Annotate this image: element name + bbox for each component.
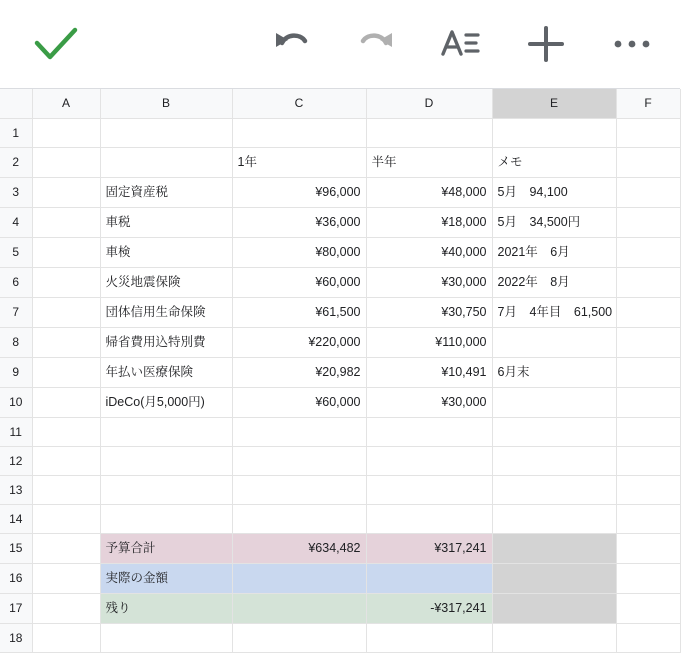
- row-header-8[interactable]: 8: [0, 327, 32, 357]
- row-header-1[interactable]: 1: [0, 118, 32, 147]
- cell-c6[interactable]: [232, 267, 366, 297]
- cell-e17[interactable]: [492, 593, 616, 623]
- cell-c8[interactable]: [232, 327, 366, 357]
- cell-b1[interactable]: [100, 118, 232, 147]
- more-horizontal-icon: [612, 37, 652, 51]
- column-header-d[interactable]: D: [366, 89, 492, 118]
- table-row: [0, 623, 680, 652]
- cell-f14[interactable]: [616, 504, 680, 533]
- table-row: [0, 533, 680, 563]
- cell-b15[interactable]: [100, 533, 232, 563]
- cell-a13[interactable]: [32, 475, 100, 504]
- cell-text: ¥18,000: [441, 214, 487, 229]
- cell-text: 車検: [105, 244, 131, 259]
- cell-text: ¥10,491: [441, 364, 487, 379]
- table-row: [0, 593, 680, 623]
- cell-b4[interactable]: [100, 207, 232, 237]
- undo-icon: [272, 27, 312, 61]
- cell-f10[interactable]: [616, 387, 680, 417]
- cell-text: ¥634,482: [308, 540, 361, 555]
- redo-icon: [356, 27, 396, 61]
- cell-b16[interactable]: [100, 563, 232, 593]
- cell-e13[interactable]: [492, 475, 616, 504]
- cell-text: ¥317,241: [434, 540, 487, 555]
- cell-b11[interactable]: [100, 417, 232, 446]
- column-header-e[interactable]: E: [492, 89, 616, 118]
- cell-f16[interactable]: [616, 563, 680, 593]
- cell-b6[interactable]: [100, 267, 232, 297]
- redo-button[interactable]: [348, 16, 404, 72]
- cell-e7[interactable]: [492, 297, 616, 327]
- cell-e8[interactable]: [492, 327, 616, 357]
- cell-f5[interactable]: [616, 237, 680, 267]
- cell-b14[interactable]: [100, 504, 232, 533]
- cell-c11[interactable]: [232, 417, 366, 446]
- cell-f17[interactable]: [616, 593, 680, 623]
- cell-b18[interactable]: [100, 623, 232, 652]
- cell-text: 団体信用生命保険: [105, 304, 206, 319]
- cell-a8[interactable]: [32, 327, 100, 357]
- cell-a12[interactable]: [32, 446, 100, 475]
- cell-a14[interactable]: [32, 504, 100, 533]
- cell-b13[interactable]: [100, 475, 232, 504]
- cell-c14[interactable]: [232, 504, 366, 533]
- row-header-13[interactable]: 13: [0, 475, 32, 504]
- cell-f18[interactable]: [616, 623, 680, 652]
- table-row: [0, 446, 680, 475]
- cell-e3[interactable]: [492, 177, 616, 207]
- cell-f7[interactable]: [616, 297, 680, 327]
- cell-d4[interactable]: [366, 207, 492, 237]
- cell-c3[interactable]: [232, 177, 366, 207]
- cell-text: -¥317,241: [430, 600, 487, 615]
- row-header-3[interactable]: 3: [0, 177, 32, 207]
- cell-text: ¥30,000: [441, 274, 487, 289]
- cell-a15[interactable]: [32, 533, 100, 563]
- table-row: [0, 207, 680, 237]
- cell-d5[interactable]: [366, 237, 492, 267]
- cell-b7[interactable]: [100, 297, 232, 327]
- table-row: [0, 357, 680, 387]
- cell-b12[interactable]: [100, 446, 232, 475]
- cell-c16[interactable]: [232, 563, 366, 593]
- cell-c2[interactable]: [232, 147, 366, 177]
- cell-e11[interactable]: [492, 417, 616, 446]
- cell-f3[interactable]: [616, 177, 680, 207]
- cell-text: 2021年 6月: [497, 244, 570, 259]
- cell-text: ¥110,000: [435, 334, 487, 349]
- table-row: [0, 475, 680, 504]
- cell-c12[interactable]: [232, 446, 366, 475]
- cell-b17[interactable]: [100, 593, 232, 623]
- table-row: [0, 177, 680, 207]
- grid-table: [0, 89, 681, 653]
- cell-d7[interactable]: [366, 297, 492, 327]
- cell-e18[interactable]: [492, 623, 616, 652]
- table-row: [0, 387, 680, 417]
- row-header-17[interactable]: 17: [0, 593, 32, 623]
- cell-f1[interactable]: [616, 118, 680, 147]
- cell-text: ¥36,000: [315, 214, 361, 229]
- cell-f4[interactable]: [616, 207, 680, 237]
- cell-text: iDeCo(月5,000円): [105, 394, 205, 409]
- cell-f6[interactable]: [616, 267, 680, 297]
- row-header-16[interactable]: 16: [0, 563, 32, 593]
- row-header-14[interactable]: 14: [0, 504, 32, 533]
- cell-text: ¥30,000: [441, 394, 487, 409]
- toolbar: [0, 0, 680, 88]
- column-header-a[interactable]: A: [32, 89, 100, 118]
- cell-b10[interactable]: [100, 387, 232, 417]
- row-header-12[interactable]: 12: [0, 446, 32, 475]
- cell-a17[interactable]: [32, 593, 100, 623]
- cell-c7[interactable]: [232, 297, 366, 327]
- table-row: [0, 118, 680, 147]
- row-header-2[interactable]: 2: [0, 147, 32, 177]
- spreadsheet-grid[interactable]: [0, 89, 680, 645]
- cell-c9[interactable]: [232, 357, 366, 387]
- row-header-18[interactable]: 18: [0, 623, 32, 652]
- cell-c18[interactable]: [232, 623, 366, 652]
- cell-a6[interactable]: [32, 267, 100, 297]
- more-options-button[interactable]: [604, 16, 660, 72]
- cell-a7[interactable]: [32, 297, 100, 327]
- cell-text: 6月末: [497, 364, 530, 379]
- cell-e2[interactable]: [492, 147, 616, 177]
- row-header-5[interactable]: 5: [0, 237, 32, 267]
- cell-f8[interactable]: [616, 327, 680, 357]
- cell-c4[interactable]: [232, 207, 366, 237]
- cell-d3[interactable]: [366, 177, 492, 207]
- cell-d18[interactable]: [366, 623, 492, 652]
- cell-a3[interactable]: [32, 177, 100, 207]
- cell-text: メモ: [497, 154, 523, 169]
- cell-d8[interactable]: [366, 327, 492, 357]
- cell-a5[interactable]: [32, 237, 100, 267]
- cell-e6[interactable]: [492, 267, 616, 297]
- cell-e14[interactable]: [492, 504, 616, 533]
- row-header-7[interactable]: 7: [0, 297, 32, 327]
- cell-b9[interactable]: [100, 357, 232, 387]
- column-header-f[interactable]: F: [616, 89, 680, 118]
- cell-e12[interactable]: [492, 446, 616, 475]
- cell-d1[interactable]: [366, 118, 492, 147]
- undo-button[interactable]: [264, 16, 320, 72]
- table-row: [0, 327, 680, 357]
- cell-text: 5月 94,100: [497, 184, 568, 199]
- cell-text: ¥20,982: [315, 364, 361, 379]
- cell-text: ¥48,000: [441, 184, 487, 199]
- cell-a11[interactable]: [32, 417, 100, 446]
- cell-text: 実際の金額: [105, 570, 169, 585]
- plus-icon: [526, 24, 566, 64]
- cell-text: 2022年 8月: [497, 274, 570, 289]
- row-header-9[interactable]: 9: [0, 357, 32, 387]
- cell-d16[interactable]: [366, 563, 492, 593]
- cell-b5[interactable]: [100, 237, 232, 267]
- grid-body: [0, 118, 680, 652]
- row-header-15[interactable]: 15: [0, 533, 32, 563]
- cell-d15[interactable]: [366, 533, 492, 563]
- cell-c1[interactable]: [232, 118, 366, 147]
- cell-text: 半年: [371, 154, 397, 169]
- insert-button[interactable]: [518, 16, 574, 72]
- row-header-10[interactable]: 10: [0, 387, 32, 417]
- cell-d13[interactable]: [366, 475, 492, 504]
- cell-text: 残り: [105, 600, 131, 615]
- cell-d17[interactable]: [366, 593, 492, 623]
- row-header-6[interactable]: 6: [0, 267, 32, 297]
- table-row: [0, 417, 680, 446]
- table-row: [0, 147, 680, 177]
- table-row: [0, 237, 680, 267]
- cell-a10[interactable]: [32, 387, 100, 417]
- cell-e1[interactable]: [492, 118, 616, 147]
- text-format-icon: [440, 27, 480, 61]
- cell-d11[interactable]: [366, 417, 492, 446]
- cell-b3[interactable]: [100, 177, 232, 207]
- cell-f2[interactable]: [616, 147, 680, 177]
- cell-c5[interactable]: [232, 237, 366, 267]
- cell-f12[interactable]: [616, 446, 680, 475]
- cell-f11[interactable]: [616, 417, 680, 446]
- table-row: [0, 563, 680, 593]
- cell-text: 1年: [237, 154, 257, 169]
- cell-b8[interactable]: [100, 327, 232, 357]
- cell-c15[interactable]: [232, 533, 366, 563]
- cell-text: ¥40,000: [441, 244, 487, 259]
- cell-a16[interactable]: [32, 563, 100, 593]
- cell-e15[interactable]: [492, 533, 616, 563]
- cell-a4[interactable]: [32, 207, 100, 237]
- check-icon: [34, 26, 78, 62]
- cell-d10[interactable]: [366, 387, 492, 417]
- cell-d9[interactable]: [366, 357, 492, 387]
- cell-text: 火災地震保険: [105, 274, 181, 289]
- cell-f13[interactable]: [616, 475, 680, 504]
- cell-a9[interactable]: [32, 357, 100, 387]
- cell-text: ¥61,500: [315, 304, 361, 319]
- table-row: [0, 504, 680, 533]
- cell-d6[interactable]: [366, 267, 492, 297]
- grid-corner[interactable]: [0, 89, 32, 118]
- cell-f9[interactable]: [616, 357, 680, 387]
- column-header-row: [0, 89, 680, 118]
- text-format-button[interactable]: [432, 16, 488, 72]
- cell-d14[interactable]: [366, 504, 492, 533]
- cell-text: 年払い医療保険: [105, 364, 194, 379]
- cell-text: ¥220,000: [308, 334, 361, 349]
- table-row: [0, 297, 680, 327]
- cell-a1[interactable]: [32, 118, 100, 147]
- cell-e4[interactable]: [492, 207, 616, 237]
- cell-text: ¥96,000: [315, 184, 361, 199]
- cell-e5[interactable]: [492, 237, 616, 267]
- cell-text: 7月 4年目 61,500: [497, 304, 613, 319]
- cell-c17[interactable]: [232, 593, 366, 623]
- table-row: [0, 267, 680, 297]
- cell-text: 車税: [105, 214, 131, 229]
- cell-text: ¥60,000: [315, 394, 361, 409]
- cell-e10[interactable]: [492, 387, 616, 417]
- cell-text: 帰省費用込特別費: [105, 334, 206, 349]
- cell-text: 固定資産税: [105, 184, 169, 199]
- cell-text: ¥80,000: [315, 244, 361, 259]
- cell-f15[interactable]: [616, 533, 680, 563]
- column-header-c[interactable]: C: [232, 89, 366, 118]
- cell-a18[interactable]: [32, 623, 100, 652]
- cell-e16[interactable]: [492, 563, 616, 593]
- cell-text: ¥30,750: [441, 304, 487, 319]
- cell-b2[interactable]: [100, 147, 232, 177]
- cell-d2[interactable]: [366, 147, 492, 177]
- cell-c13[interactable]: [232, 475, 366, 504]
- row-header-4[interactable]: 4: [0, 207, 32, 237]
- cell-c10[interactable]: [232, 387, 366, 417]
- cell-text: ¥60,000: [315, 274, 361, 289]
- cell-a2[interactable]: [32, 147, 100, 177]
- cell-text: 5月 34,500円: [497, 214, 581, 229]
- row-header-11[interactable]: 11: [0, 417, 32, 446]
- cell-d12[interactable]: [366, 446, 492, 475]
- confirm-check-button[interactable]: [28, 16, 84, 72]
- cell-e9[interactable]: [492, 357, 616, 387]
- cell-text: 予算合計: [105, 540, 156, 555]
- column-header-b[interactable]: B: [100, 89, 232, 118]
